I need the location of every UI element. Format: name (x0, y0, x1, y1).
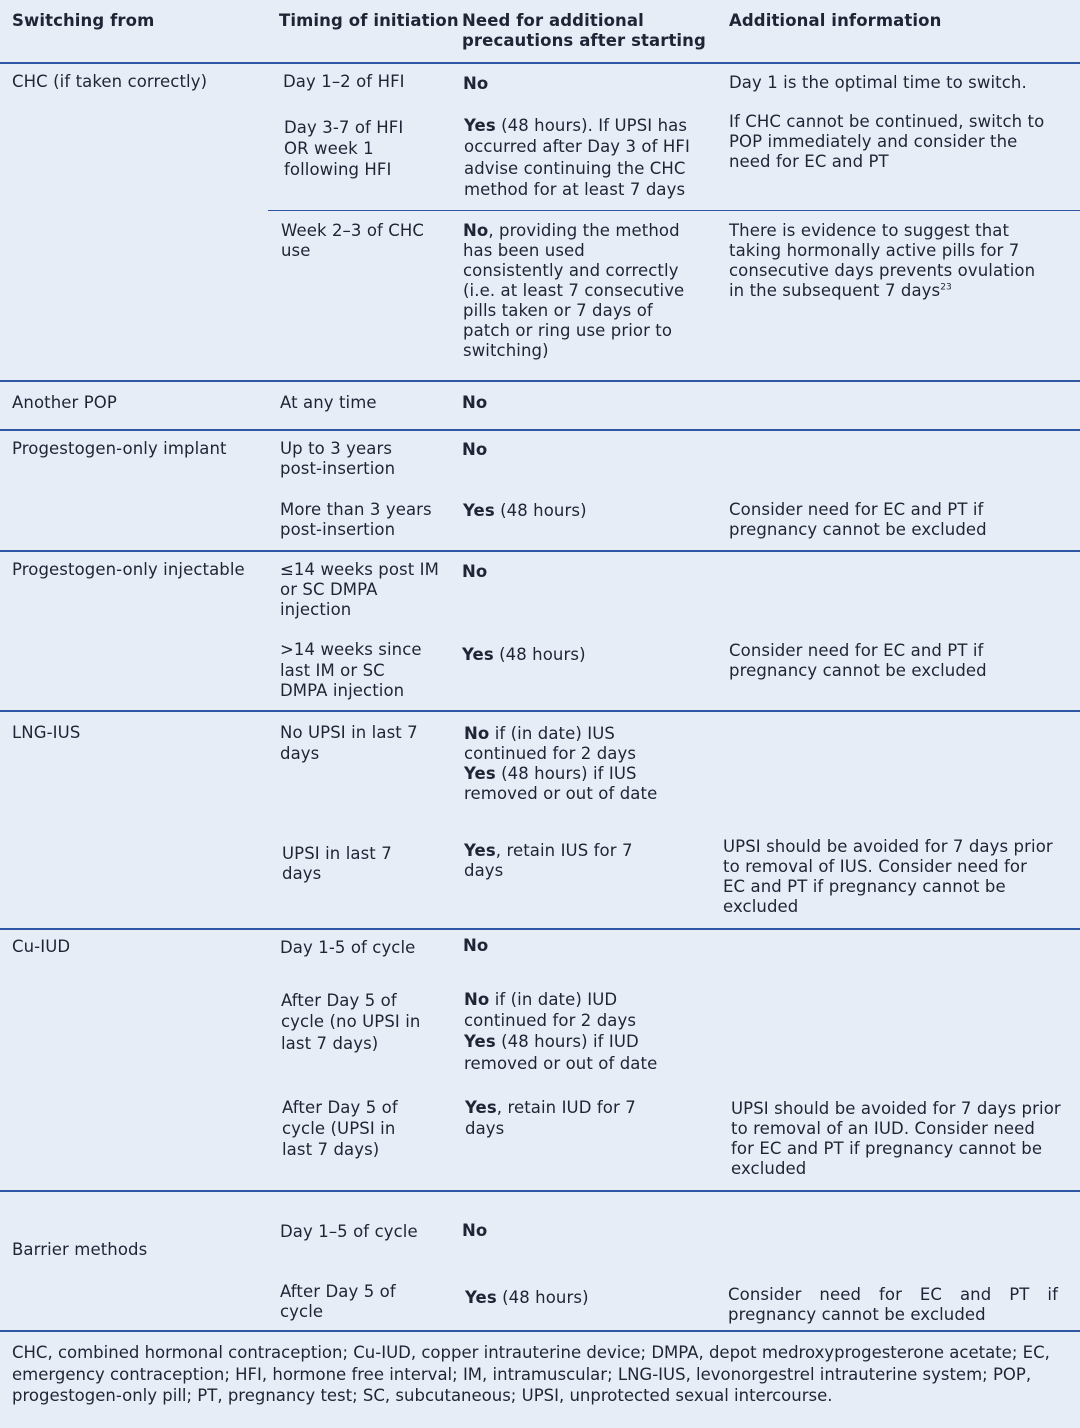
chc-r1-timing: Day 1–2 of HFI (283, 72, 405, 91)
divider-cuiud (0, 1190, 1080, 1192)
divider-injectable (0, 710, 1080, 712)
cuiud-r2-need-bold2: Yes (464, 1032, 496, 1051)
cuiud-r2-need-4: removed or out of date (464, 1054, 658, 1073)
cuiud-label: Cu-IUD (12, 937, 71, 956)
cuiud-r2-timing-1: After Day 5 of (281, 991, 397, 1010)
cuiud-r3-need-bold: Yes (465, 1098, 497, 1117)
implant-r1-need: No (462, 440, 488, 459)
header-additional: Additional information (729, 11, 942, 30)
cuiud-r3-info-4: excluded (731, 1159, 807, 1178)
implant-r2-need (463, 501, 587, 521)
chc-r3-need-3: consistently and correctly (463, 261, 679, 280)
lngius-r2-info-2: to removal of IUS. Consider need for (723, 857, 1027, 876)
injectable-r1-timing-1: ≤14 weeks post IM (280, 560, 439, 579)
cuiud-r2-timing-2: cycle (no UPSI in (281, 1012, 421, 1031)
cuiud-r2-need-3 (464, 1032, 639, 1052)
cuiud-r2-timing-3: last 7 days) (281, 1034, 379, 1053)
lngius-r2-info-3: EC and PT if pregnancy cannot be (723, 877, 1006, 896)
barrier-r2-timing-2: cycle (280, 1302, 324, 1321)
injectable-r1-timing-3: injection (280, 600, 352, 619)
chc-r3-need-1 (463, 221, 680, 241)
injectable-r2-need-bold: Yes (462, 645, 494, 664)
chc-r2-need-4: method for at least 7 days (464, 180, 686, 199)
cuiud-r1-need: No (463, 936, 489, 955)
injectable-r2-timing-3: DMPA injection (280, 681, 405, 700)
lngius-r2-timing-2: days (282, 864, 322, 883)
cuiud-r3-info-1: UPSI should be avoided for 7 days prior (731, 1099, 1061, 1118)
lngius-r2-need-text: , retain IUS for 7 (495, 841, 633, 860)
injectable-r2-timing-1: >14 weeks since (280, 640, 422, 659)
chc-r3-need-2: has been used (463, 241, 585, 260)
cuiud-r3-need-2: days (465, 1119, 505, 1138)
header-timing: Timing of initiation (279, 11, 459, 30)
chc-r3-info-4-text: in the subsequent 7 days (729, 281, 941, 300)
implant-r2-timing-2: post-insertion (280, 520, 396, 539)
chc-r2-timing-2: OR week 1 (284, 139, 374, 158)
reference-superscript: 23 (940, 282, 952, 293)
chc-r1-info: Day 1 is the optimal time to switch. (729, 73, 1027, 92)
implant-label: Progestogen-only implant (12, 439, 227, 458)
header-divider (0, 62, 1080, 64)
chc-r3-need-6: patch or ring use prior to (463, 321, 673, 340)
cuiud-r3-timing-1: After Day 5 of (282, 1098, 398, 1117)
lngius-r2-timing-1: UPSI in last 7 (282, 844, 392, 863)
chc-r2-need-1 (464, 116, 687, 136)
chc-r3-info-2: taking hormonally active pills for 7 (729, 241, 1020, 260)
implant-r2-need-bold: Yes (463, 501, 495, 520)
implant-r2-info-1: Consider need for EC and PT if (729, 500, 984, 519)
cuiud-r3-timing-2: cycle (UPSI in (282, 1119, 396, 1138)
barrier-r2-need-text: (48 hours) (496, 1288, 589, 1307)
lngius-r1-need-bold1: No (464, 724, 490, 743)
divider-chc (0, 380, 1080, 382)
cuiud-r1-timing: Day 1-5 of cycle (280, 938, 416, 957)
pop-need: No (462, 393, 488, 412)
chc-r3-info-3: consecutive days prevents ovulation (729, 261, 1036, 280)
chc-r2-timing-1: Day 3-7 of HFI (284, 118, 404, 137)
cuiud-r2-need-text1: if (in date) IUD (489, 990, 618, 1009)
barrier-r1-timing: Day 1–5 of cycle (280, 1222, 418, 1241)
injectable-r2-need (462, 645, 586, 665)
lngius-r1-need-bold2: Yes (464, 764, 496, 783)
chc-r3-timing-2: use (281, 241, 311, 260)
chc-r3-info-4 (729, 281, 952, 301)
lngius-r2-info-1: UPSI should be avoided for 7 days prior (723, 837, 1053, 856)
injectable-r2-info-1: Consider need for EC and PT if (729, 641, 984, 660)
implant-r2-need-text: (48 hours) (494, 501, 587, 520)
chc-r2-timing-3: following HFI (284, 160, 392, 179)
lngius-r1-need-3 (464, 764, 637, 784)
header-need-line2: precautions after starting (462, 31, 706, 50)
injectable-r2-timing-2: last IM or SC (280, 661, 385, 680)
chc-r2-info-1: If CHC cannot be continued, switch to (729, 112, 1045, 131)
injectable-r2-need-text: (48 hours) (493, 645, 586, 664)
pop-label: Another POP (12, 393, 117, 412)
cuiud-r2-need-2: continued for 2 days (464, 1011, 637, 1030)
chc-r2-info-2: POP immediately and consider the (729, 132, 1018, 151)
implant-r2-timing-1: More than 3 years (280, 500, 432, 519)
divider-implant (0, 550, 1080, 552)
header-need-line1: Need for additional (462, 11, 644, 30)
lngius-label: LNG-IUS (12, 723, 81, 742)
lngius-r1-need-4: removed or out of date (464, 784, 658, 803)
lngius-r1-timing-1: No UPSI in last 7 (280, 723, 418, 742)
chc-r3-info-1: There is evidence to suggest that (729, 221, 1010, 240)
divider-lngius (0, 928, 1080, 930)
barrier-label: Barrier methods (12, 1240, 148, 1259)
injectable-label: Progestogen-only injectable (12, 560, 245, 579)
pop-timing: At any time (280, 393, 377, 412)
chc-r2-need-2: occurred after Day 3 of HFI (464, 137, 690, 156)
divider-barrier (0, 1330, 1080, 1332)
lngius-r1-need-text3: (48 hours) if IUS (495, 764, 637, 783)
cuiud-r3-need-1 (465, 1098, 636, 1118)
lngius-r1-need-1 (464, 724, 615, 744)
divider-pop (0, 429, 1080, 431)
chc-r3-need-7: switching) (463, 341, 549, 360)
lngius-r2-info-4: excluded (723, 897, 799, 916)
chc-r2-need-text: (48 hours). If UPSI has (495, 116, 688, 135)
barrier-r2-info-1: Consider need for EC and PT if (728, 1285, 1058, 1304)
chc-r3-timing-1: Week 2–3 of CHC (281, 221, 425, 240)
lngius-r2-need-2: days (464, 861, 504, 880)
cuiud-r3-timing-3: last 7 days) (282, 1140, 380, 1159)
implant-r1-timing-2: post-insertion (280, 459, 396, 478)
chc-r3-need-4: (i.e. at least 7 consecutive (463, 281, 685, 300)
lngius-r2-need-bold: Yes (464, 841, 496, 860)
barrier-r2-need-bold: Yes (465, 1288, 497, 1307)
chc-r3-need-text: , providing the method (488, 221, 680, 240)
chc-r2-need-3: advise continuing the CHC (464, 159, 686, 178)
barrier-r2-info-2: pregnancy cannot be excluded (728, 1305, 986, 1324)
barrier-r2-timing-1: After Day 5 of (280, 1282, 396, 1301)
chc-r3-need-5: pills taken or 7 days of (463, 301, 653, 320)
cuiud-r3-info-3: for EC and PT if pregnancy cannot be (731, 1139, 1043, 1158)
header-switching-from: Switching from (12, 11, 155, 30)
injectable-r1-need: No (462, 562, 488, 581)
chc-subdivider (268, 210, 1080, 211)
cuiud-r2-need-text3: (48 hours) if IUD (495, 1032, 639, 1051)
chc-r3-need-bold: No (463, 221, 489, 240)
lngius-r1-need-text1: if (in date) IUS (489, 724, 615, 743)
chc-label: CHC (if taken correctly) (12, 72, 208, 91)
chc-r2-info-3: need for EC and PT (729, 152, 889, 171)
implant-r1-timing-1: Up to 3 years (280, 439, 393, 458)
injectable-r1-timing-2: or SC DMPA (280, 580, 378, 599)
lngius-r2-need-1 (464, 841, 633, 861)
lngius-r1-timing-2: days (280, 744, 320, 763)
lngius-r1-need-2: continued for 2 days (464, 744, 637, 763)
cuiud-r2-need-bold1: No (464, 990, 490, 1009)
implant-r2-info-2: pregnancy cannot be excluded (729, 520, 987, 539)
barrier-r2-need (465, 1288, 589, 1308)
cuiud-r3-info-2: to removal of an IUD. Consider need (731, 1119, 1035, 1138)
chc-r2-need-bold: Yes (464, 116, 496, 135)
barrier-r1-need: No (462, 1221, 488, 1240)
cuiud-r3-need-text: , retain IUD for 7 (496, 1098, 636, 1117)
chc-r1-need: No (463, 74, 489, 93)
injectable-r2-info-2: pregnancy cannot be excluded (729, 661, 987, 680)
cuiud-r2-need-1 (464, 990, 617, 1010)
footnote: CHC, combined hormonal contraception; Cu-IUD, copper intrauterine device; DMPA, depot medroxyprogesterone acetate; EC, emergency contraception; HFI, hormone free interval; IM, intramuscular; LNG-IUS, levonorgestrel intrauterine system; POP, progestogen-only pill; PT, pregnancy test; SC, subcutaneous; UPSI, unprotected sexual intercourse. (12, 1343, 1050, 1405)
